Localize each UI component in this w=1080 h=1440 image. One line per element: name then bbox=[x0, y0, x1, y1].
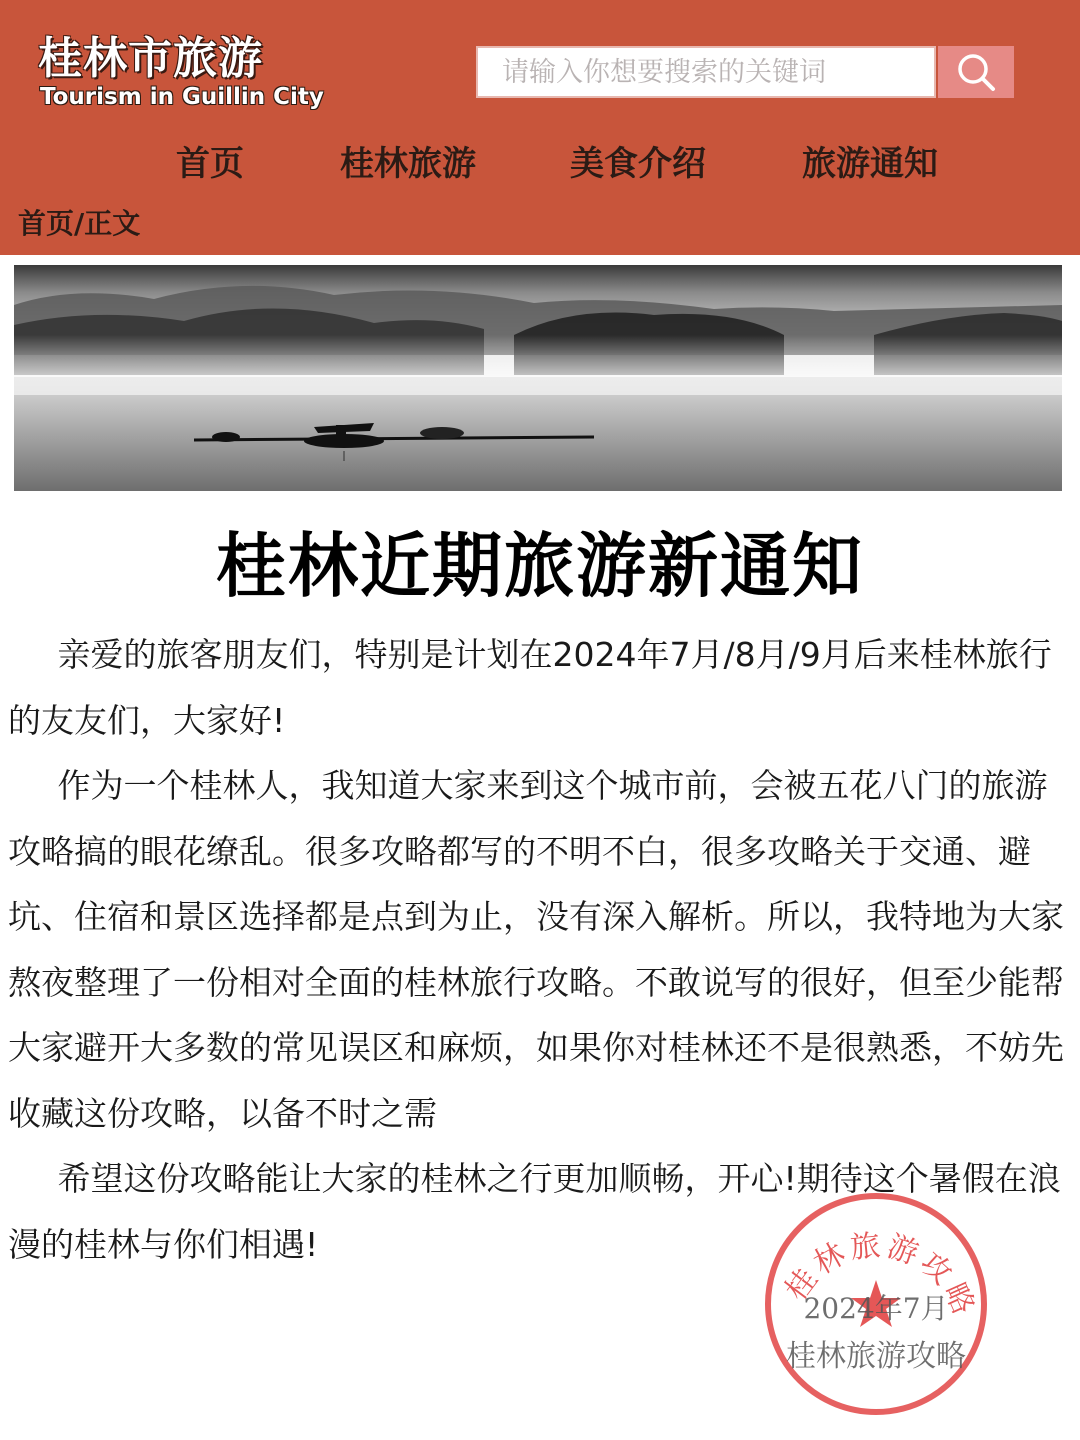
site-subtitle: Tourism in Guillin City bbox=[40, 84, 324, 110]
article-paragraph: 亲爱的旅客朋友们，特别是计划在2024年7月/8月/9月后来桂林旅行的友友们，大家好! bbox=[8, 635, 1052, 740]
ink-landscape-image bbox=[14, 265, 1062, 491]
nav-item-guilin-travel[interactable]: 桂林旅游 bbox=[340, 144, 476, 184]
search-input[interactable] bbox=[478, 48, 934, 96]
nav-item-food[interactable]: 美食介绍 bbox=[570, 144, 706, 184]
official-seal-stamp bbox=[760, 1188, 992, 1420]
seal-icon bbox=[760, 1188, 992, 1420]
landscape-banner bbox=[14, 265, 1062, 491]
search-icon bbox=[954, 50, 998, 94]
article-body bbox=[8, 622, 1066, 1277]
article-paragraph: 作为一个桂林人，我知道大家来到这个城市前，会被五花八门的旅游攻略搞的眼花缭乱。很多攻略都写的不明不白，很多攻略关于交通、避坑、住宿和景区选择都是点到为止，没有深入解析。所以，我特地为大家熬夜整理了一份相对全面的桂林旅行攻略。不敢说写的很好，但至少能帮大家避开大多数的常见误区和麻烦，如果你对桂林还不是很熟悉，不妨先收藏这份攻略，以备不时之需 bbox=[8, 766, 1064, 1133]
seal-date: 2024年7月 bbox=[803, 1292, 949, 1325]
svg-text:桂林旅游攻略: 桂林旅游攻略 bbox=[778, 1227, 983, 1324]
site-header bbox=[0, 0, 1080, 255]
main-nav bbox=[0, 136, 1080, 186]
site-title[interactable]: 桂林市旅游 bbox=[38, 33, 263, 84]
breadcrumb: 首页/正文 bbox=[18, 207, 141, 240]
search-box bbox=[476, 46, 936, 98]
nav-item-home[interactable]: 首页 bbox=[176, 144, 244, 184]
seal-bottom-text: 桂林旅游攻略 bbox=[786, 1339, 966, 1374]
nav-item-travel-notice[interactable]: 旅游通知 bbox=[802, 144, 938, 184]
search-button[interactable] bbox=[938, 46, 1014, 98]
article-title: 桂林近期旅游新通知 bbox=[216, 525, 864, 607]
article-paragraph: 希望这份攻略能让大家的桂林之行更加顺畅，开心!期待这个暑假在浪漫的桂林与你们相遇! bbox=[8, 1159, 1061, 1264]
